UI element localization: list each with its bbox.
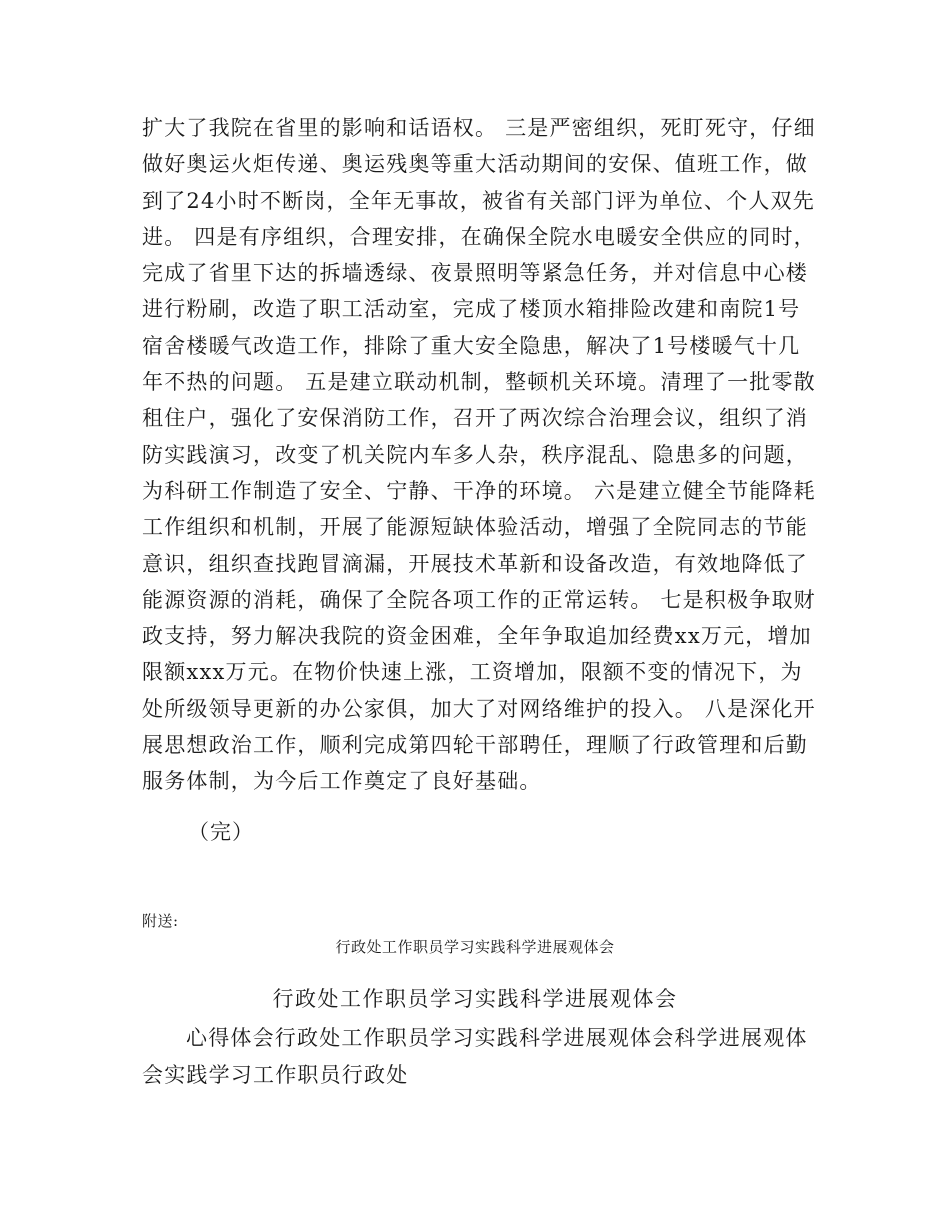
attachment-title: 行政处工作职员学习实践科学进展观体会 bbox=[272, 987, 678, 1011]
keywords-line-2: 会实践学习工作职员行政处 bbox=[142, 1062, 409, 1087]
attachment-keywords bbox=[142, 1020, 810, 1093]
body-line-5: 完成了省里下达的拆墙透绿、夜景照明等紧急任务，并对信息中心楼 bbox=[142, 261, 808, 286]
body-line-7: 宿舍楼暖气改造工作，排除了重大安全隐患，解决了1号楼暖气十几 bbox=[142, 333, 801, 358]
body-line-13: 意识，组织查找跑冒滴漏，开展技术革新和设备改造，有效地降低了 bbox=[142, 551, 808, 576]
body-line-10: 防实践演习，改变了机关院内车多人杂，秩序混乱、隐患多的问题， bbox=[142, 442, 808, 467]
body-line-17: 处所级领导更新的办公家俱，加大了对网络维护的投入。 八是深化开 bbox=[142, 696, 816, 721]
attachment-small-title: 行政处工作职员学习实践科学进展观体会 bbox=[335, 938, 615, 956]
body-line-1: 扩大了我院在省里的影响和话语权。 三是严密组织，死盯死守，仔细 bbox=[142, 116, 816, 140]
body-line-2: 做好奥运火炬传递、奥运残奥等重大活动期间的安保、值班工作，做 bbox=[142, 152, 808, 177]
body-line-8: 年不热的问题。 五是建立联动机制，整顿机关环境。清理了一批零散 bbox=[142, 370, 816, 395]
body-line-18: 展思想政治工作，顺利完成第四轮干部聘任，理顺了行政管理和后勤 bbox=[142, 733, 808, 758]
body-line-15: 政支持，努力解决我院的资金困难，全年争取追加经费xx万元，增加 bbox=[142, 624, 812, 649]
body-line-4: 进。 四是有序组织，合理安排，在确保全院水电暖安全供应的同时， bbox=[142, 224, 816, 249]
body-line-12: 工作组织和机制，开展了能源短缺体验活动，增强了全院同志的节能 bbox=[142, 515, 808, 540]
body-line-11: 为科研工作制造了安全、宁静、干净的环境。 六是建立健全节能降耗 bbox=[142, 478, 816, 503]
body-line-19: 服务体制，为今后工作奠定了良好基础。 bbox=[142, 769, 542, 794]
body-line-3: 到了24小时不断岗，全年无事故，被省有关部门评为单位、个人双先 bbox=[142, 188, 815, 213]
keywords-line-1: 心得体会行政处工作职员学习实践科学进展观体会科学进展观体 bbox=[186, 1026, 808, 1050]
body-paragraph bbox=[142, 110, 816, 800]
body-line-9: 租住户，强化了安保消防工作，召开了两次综合治理会议，组织了消 bbox=[142, 406, 808, 431]
attachment-label: 附送: bbox=[142, 912, 179, 930]
body-line-6: 进行粉刷，改造了职工活动室，完成了楼顶水箱排险改建和南院1号 bbox=[142, 297, 801, 322]
body-line-14: 能源资源的消耗，确保了全院各项工作的正常运转。 七是积极争取财 bbox=[142, 587, 816, 612]
body-line-16: 限额xxx万元。在物价快速上涨，工资增加，限额不变的情况下，为 bbox=[142, 660, 803, 685]
end-mark: （完） bbox=[188, 820, 254, 844]
